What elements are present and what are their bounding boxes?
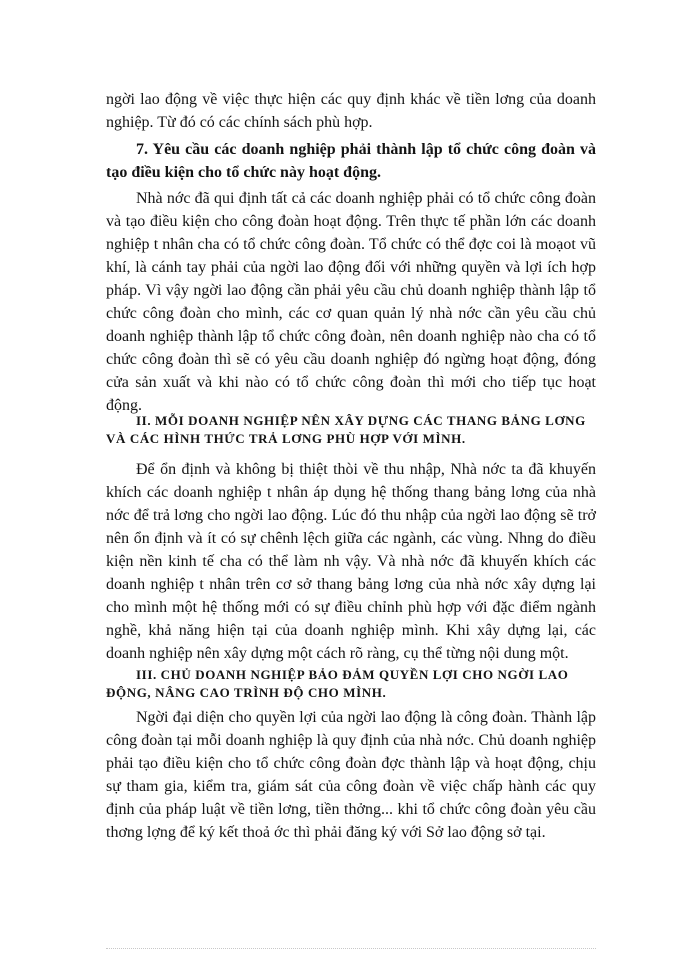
page-bottom-divider [106,948,596,949]
item7-heading: 7. Yêu cầu các doanh nghiệp phải thành lập tổ chức công đoàn và tạo điều kiện cho tổ chức này hoạt động. [106,141,596,181]
section2-body: Để ổn định và không bị thiệt thòi về thu nhập, Nhà nớc ta đã khuyến khích các doanh nghiệp t nhân áp dụng hệ thống thang bảng lơng của nhà nớc để trả lơng cho ngời lao động. Lúc đó thu nhập của ngời lao động sẽ trở nên ổn định và ít có sự chênh lệch giữa các ngành, các vùng. Nhng do điều kiện nền kinh tế cha có thể làm nh vậy. Và nhà nớc đã khuyến khích các doanh nghiệp t nhân trên cơ sở thang bảng lơng của nhà nớc xây dựng lại cho mình một hệ thống mới có sự điều chỉnh phù hợp với đặc điểm ngành nghề, khả năng hiện tại của doanh nghiệp mình. Khi xây dựng lại, các doanh nghiệp nên xây dựng một cách rõ ràng, cụ thể từng nội dung một. [106,461,596,662]
section3-body: Ngời đại diện cho quyền lợi của ngời lao động là công đoàn. Thành lập công đoàn tại mỗi doanh nghiệp là quy định của nhà nớc. Chủ doanh nghiệp phải tạo điều kiện cho tổ chức công đoàn đợc thành lập và hoạt động, chịu sự tham gia, kiểm tra, giám sát của công đoàn về việc chấp hành các quy định của pháp luật về tiền lơng, tiền thởng... khi tổ chức công đoàn yêu cầu thơng lợng để ký kết thoả ớc thì phải đăng ký với Sở lao động sở tại. [106,709,596,841]
section2-heading: II. MỖI DOANH NGHIỆP NÊN XÂY DỰNG CÁC THANG BẢNG LƠNG VÀ CÁC HÌNH THỨC TRẢ LƠNG PHÙ HỢP VỚI MÌNH. [106,413,586,446]
intro-paragraph: ngời lao động về việc thực hiện các quy định khác về tiền lơng của doanh nghiệp. Từ đó có các chính sách phù hợp. [106,91,596,131]
item7-body: Nhà nớc đã qui định tất cả các doanh nghiệp phải có tổ chức công đoàn và tạo điều kiện cho công đoàn hoạt động. Trên thực tế phần lớn các doanh nghiệp t nhân cha có tổ chức công đoàn. Tổ chức có thể đợc coi là moạot vũ khí, là cánh tay phải của ngời lao động đối với những quyền và lợi ích hợp pháp. Vì vậy ngời lao động cần phải yêu cầu chủ doanh nghiệp thành lập tổ chức công đoàn cho mình, các cơ quan quản lý nhà nớc cần yêu cầu chủ doanh nghiệp thành lập tổ chức công đoàn, nên doanh nghiệp nào cha có tổ chức công đoàn thì sẽ có yêu cầu doanh nghiệp đó ngừng hoạt động, đóng cửa sản xuất và khi nào có tổ chức công đoàn thì mới cho tiếp tục hoạt động. [106,190,596,414]
section3-heading: III. CHỦ DOANH NGHIỆP BẢO ĐẢM QUYỀN LỢI CHO NGỜI LAO ĐỘNG, NÂNG CAO TRÌNH ĐỘ CHO MÌNH. [106,667,569,700]
